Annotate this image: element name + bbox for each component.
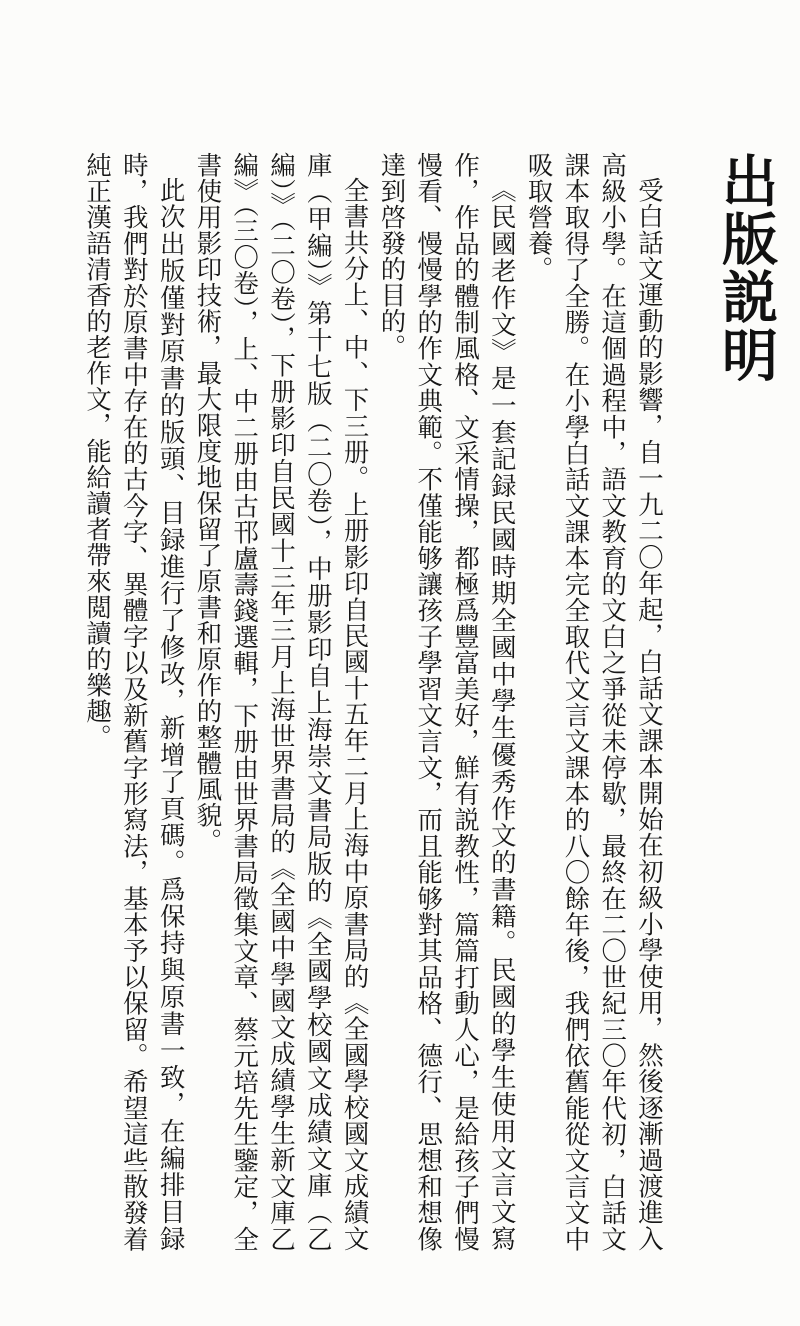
paragraph-2: 《民國老作文》是一套記録民國時期全國中學生優秀作文的書籍。民國的學生使用文言文寫作，作品的體制風格、文采情操，都極爲豐富美好，鮮有説教性，篇篇打動人心，是給孩子們慢慢看、慢慢學的作文典範。不僅能够讓孩子學習文言文，而且能够對其品格、德行、思想和想像達到啓發的目的。 bbox=[377, 152, 518, 1252]
paragraph-3: 全書共分上、中、下三册。上册影印自民國十五年二月上海中原書局的《全國學校國文成績文庫（甲編）》第十七版（二〇卷），中册影印自上海崇文書局版的《全國學校國文成績文庫（乙編）》（二〇卷），下册影印自民國十三年三月上海世界書局的《全國中學國文成績學生新文庫乙編》（三〇卷），上、中二册由古邗盧壽錢選輯，下册由世界書局徵集文章、蔡元培先生鑒定，全書使用影印技術，最大限度地保留了原書和原作的整體風貌。 bbox=[193, 152, 371, 1252]
page-title: 出版説明 bbox=[713, 152, 778, 384]
paragraph-4: 此次出版僅對原書的版頭、目録進行了修改，新增了頁碼。爲保持與原書一致，在編排目録時，我們對於原書中存在的古今字、異體字以及新舊字形寫法，基本予以保留。希望這些散發着純正漢語清香的老作文，能給讀者帶來閲讀的樂趣。 bbox=[83, 152, 187, 1252]
body-text bbox=[82, 152, 668, 1252]
paragraph-1: 受白話文運動的影響，自一九二〇年起，白話文課本開始在初級小學使用，然後逐漸過渡進入高級小學。在這個過程中，語文教育的文白之爭從未停歇，最終在二〇世紀三〇年代初，白話文課本取得了全勝。在小學白話文課本完全取代文言文課本的八〇餘年後，我們依舊能從文言文中吸取營養。 bbox=[524, 152, 665, 1252]
